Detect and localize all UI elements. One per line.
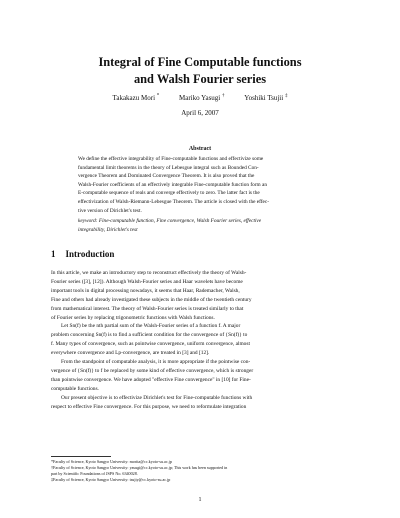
- paper-title: [0, 54, 400, 88]
- body-line: everywhere convergence and Lp-convergence, are treated in [3] and [12].: [51, 350, 210, 357]
- abstract-line: E-computable sequence of reals and converge effectively to zero. The latter fact is the: [78, 190, 260, 197]
- keywords-line: integrability, Dirichlet's test: [78, 226, 138, 233]
- author-mark: *: [156, 94, 160, 99]
- abstract-line: tive version of Dirichlet's test.: [78, 207, 142, 214]
- body-line: important tools in digital processing nowadays, it seems that Haar, Rademacher, Walsh,: [51, 287, 240, 294]
- paragraph: [51, 394, 351, 412]
- body-line: From the standpoint of computable analysis, it is more appropriate if the pointwise con-: [61, 359, 251, 366]
- author-3: [244, 94, 287, 102]
- abstract-line: vergence Theorem and Dominated Convergence Theorem. It is also proved that the: [78, 173, 255, 180]
- body-line: problem concerning Sn(f) is to find a sufficient condition for the convergence of {Sn(f)} to: [51, 332, 248, 339]
- author-list: [0, 94, 400, 102]
- section-number: 1: [51, 249, 56, 259]
- footnote-line: part by Scientific Foundations of JSPS No. 6340028.: [51, 470, 138, 476]
- section-heading: [51, 249, 114, 259]
- section-body: [51, 269, 351, 412]
- author-name: Takakazu Mori: [112, 94, 156, 103]
- footnote-rule: [51, 456, 111, 457]
- body-line: Let Sn(f) be the nth partial sum of the Walsh-Fourier series of a function f. A major: [61, 323, 241, 330]
- abstract-line: Walsh-Fourier coefficients of an effectively integrable Fine-computable function form an: [78, 181, 267, 188]
- body-line: f. Many types of convergence, such as pointwise convergence, uniform convergence, almost: [51, 341, 250, 348]
- paragraph: [51, 269, 351, 322]
- abstract-line: fundamental limit theorems in the theory of Lebesgue integral such as Bounded Con-: [78, 164, 259, 171]
- author-name: Yoshiki Tsujii: [244, 94, 284, 103]
- section-title: Introduction: [65, 249, 115, 259]
- author-mark: †: [222, 94, 225, 99]
- paper-date: April 6, 2007: [181, 109, 219, 117]
- keywords-line: keyword: Fine-computable function, Fine convergence, Walsh Fourier series, effective: [78, 218, 262, 224]
- page-number: 1: [198, 497, 202, 503]
- body-line: of Fourier series by replacing trigonometric functions with Walsh functions.: [51, 314, 215, 321]
- paragraph: [51, 358, 351, 394]
- footnote-line: *Faculty of Science, Kyoto Sangyo University: morita@cc.kyoto-su.ac.jp: [51, 459, 172, 464]
- abstract-heading: Abstract: [188, 146, 212, 152]
- body-line: respect to effective Fine convergence. For this purpose, we need to reformulate integration: [51, 403, 247, 410]
- abstract-line: We define the effective integrability of Fine-computable functions and effectivize some: [78, 156, 264, 162]
- title-line-2: and Walsh Fourier series: [133, 72, 267, 86]
- abstract-body: [78, 155, 326, 215]
- footnote-line: ‡Faculty of Science, Kyoto Sangyo University: tsujiy@cc.kyoto-su.ac.jp: [51, 476, 171, 482]
- author-2: [179, 94, 224, 102]
- body-line: computable functions.: [51, 385, 99, 392]
- title-line-1: Integral of Fine Computable functions: [98, 55, 302, 69]
- abstract-line: effectivization of Walsh-Riemann-Lebesgue Theorem. The article is closed with the effec-: [78, 198, 270, 205]
- author-1: [113, 94, 160, 102]
- body-line: vergence of {Sn(f)} to f be replaced by some kind of effective convergence, which is stronger: [51, 367, 254, 374]
- body-line: from mathematical interest. The theory of Walsh-Fourier series is treated similarly to that: [51, 305, 244, 312]
- body-line: Our present objective is to effectivize Dirichlet's test for Fine-computable functions with: [61, 394, 253, 401]
- body-line: Fine and others had already investigated these subjects in the middle of the twentieth century: [51, 296, 252, 303]
- author-name: Mariko Yasugi: [179, 94, 221, 103]
- footnotes: [51, 459, 351, 483]
- paragraph: [51, 322, 351, 358]
- keywords: [78, 217, 326, 234]
- footnote-line: †Faculty of Science, Kyoto Sangyo University: yasugi@cc.kyoto-su.ac.jp; This work has been supported in: [51, 464, 228, 470]
- body-line: In this article, we make an introductory step to reconstruct effectively the theory of Walsh-: [51, 270, 247, 276]
- body-line: than pointwise convergence. We have adopted "effective Fine convergence" in [10] for Fine-: [51, 376, 251, 383]
- body-line: Fourier series ([3], [12]). Although Walsh-Fourier series and Haar wavelets have become: [51, 278, 243, 285]
- author-mark: ‡: [284, 94, 288, 99]
